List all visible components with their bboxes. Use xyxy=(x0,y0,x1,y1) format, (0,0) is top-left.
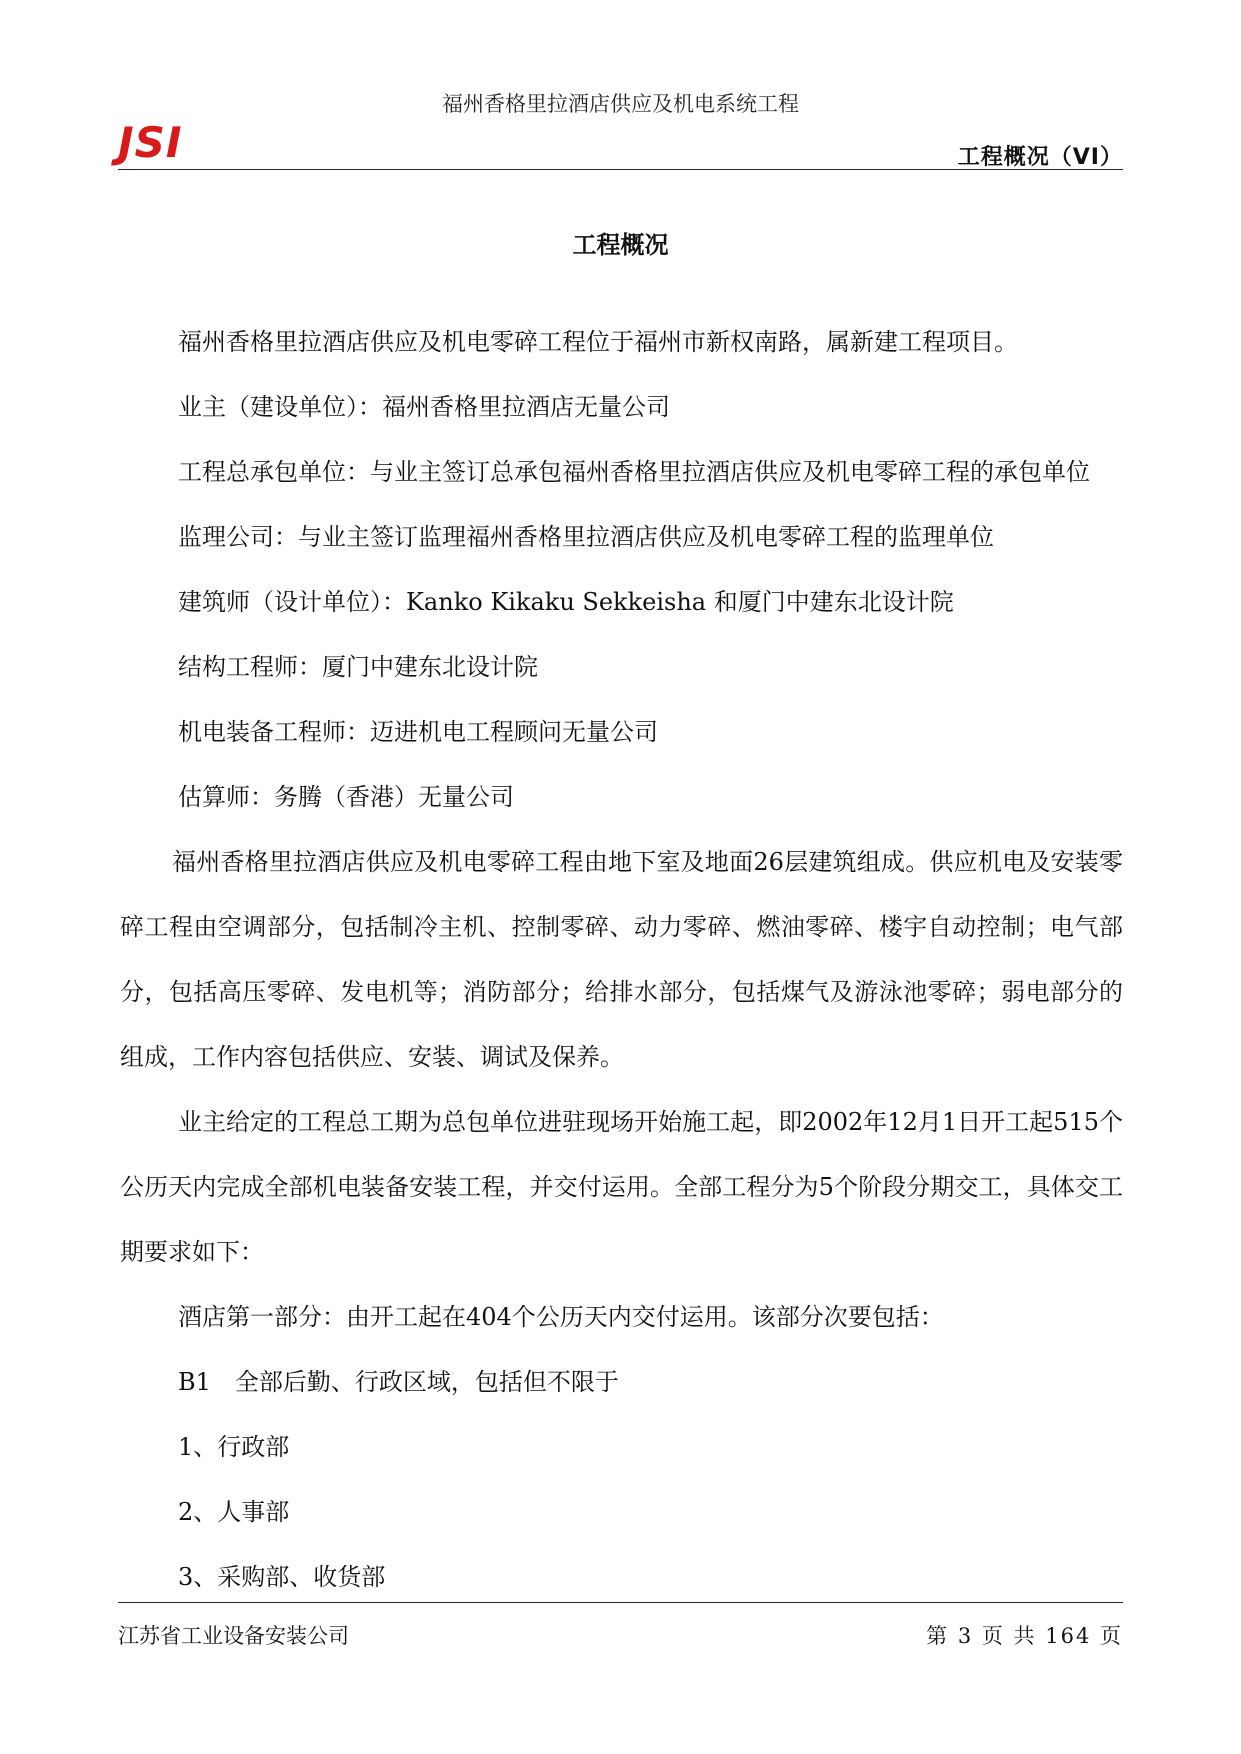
header-divider xyxy=(118,169,1123,170)
footer-company: 江苏省工业设备安装公司 xyxy=(118,1624,349,1648)
paragraph-general-contractor: 工程总承包单位：与业主签订总承包福州香格里拉酒店供应及机电零碎工程的承包单位 xyxy=(178,458,1090,486)
paragraph-location: 福州香格里拉酒店供应及机电零碎工程位于福州市新权南路，属新建工程项目。 xyxy=(178,328,1018,356)
footer-divider xyxy=(118,1602,1123,1603)
list-item: 3、采购部、收货部 xyxy=(178,1563,386,1591)
paragraph-mep-engineer: 机电装备工程师：迈进机电工程顾问无量公司 xyxy=(178,718,658,746)
document-title: 工程概况 xyxy=(572,231,669,259)
paragraph-schedule: 业主给定的工程总工期为总包单位进驻现场开始施工起，即2002年12月1日开工起515个公历天内完成全部机电装备安装工程，并交付运用。全部工程分为5个阶段分期交工，具体交工期要求如下： xyxy=(120,1108,1123,1266)
footer-page-info: 第 3 页 共 164 页 xyxy=(926,1624,1123,1648)
header-section-label: 工程概况（VI） xyxy=(957,145,1123,170)
list-item: 2、人事部 xyxy=(178,1498,290,1526)
company-logo: JSI xyxy=(118,118,183,167)
paragraph-owner: 业主（建设单位）：福州香格里拉酒店无量公司 xyxy=(178,393,670,421)
header-project-title: 福州香格里拉酒店供应及机电系统工程 xyxy=(442,92,799,116)
paragraph-phase-one: 酒店第一部分：由开工起在404个公历天内交付运用。该部分次要包括： xyxy=(178,1303,944,1331)
paragraph-structural-engineer: 结构工程师：厦门中建东北设计院 xyxy=(178,653,538,681)
paragraph-estimator: 估算师：务腾（香港）无量公司 xyxy=(178,783,514,811)
document-body xyxy=(120,310,1123,1610)
paragraph-supervisor: 监理公司：与业主签订监理福州香格里拉酒店供应及机电零碎工程的监理单位 xyxy=(178,523,994,551)
paragraph-scope: 福州香格里拉酒店供应及机电零碎工程由地下室及地面26层建筑组成。供应机电及安装零碎工程由空调部分，包括制冷主机、控制零碎、动力零碎、燃油零碎、楼宇自动控制；电气部分，包括高压零碎、发电机等；消防部分；给排水部分，包括煤气及游泳池零碎；弱电部分的组成，工作内容包括供应、安装、调试及保养。 xyxy=(120,848,1123,1071)
list-item: 1、行政部 xyxy=(178,1433,290,1461)
paragraph-b1: B1 全部后勤、行政区域，包括但不限于 xyxy=(178,1368,619,1396)
paragraph-architect: 建筑师（设计单位）：Kanko Kikaku Sekkeisha 和厦门中建东北设计院 xyxy=(178,588,954,616)
